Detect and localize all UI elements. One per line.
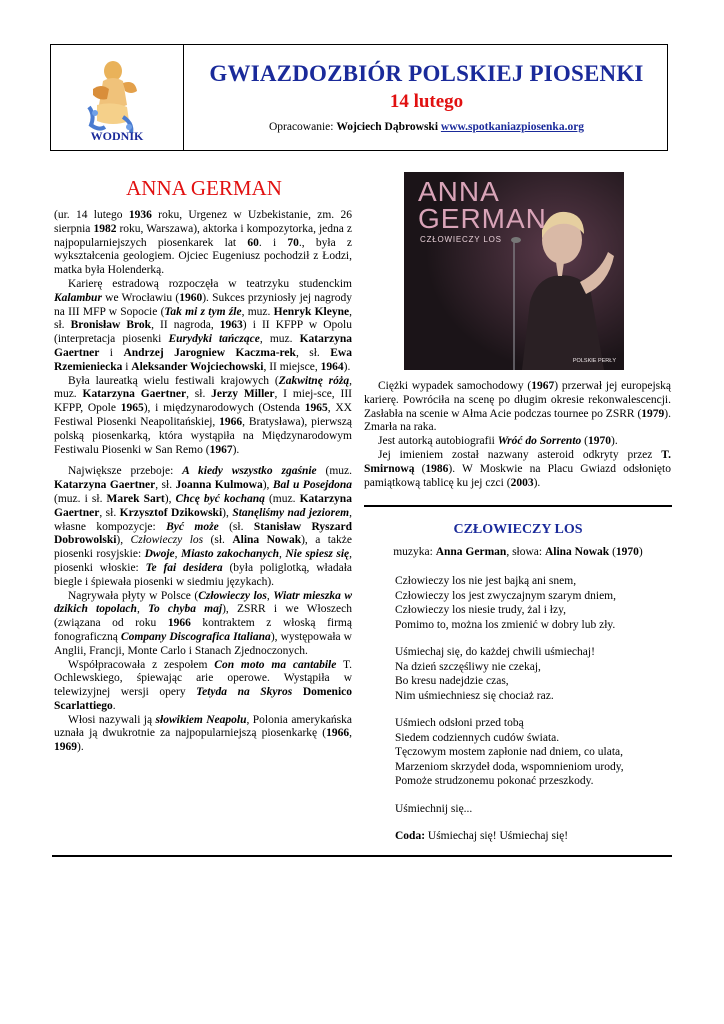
- lyrics-stanza: [395, 574, 675, 632]
- lyrics-stanza: [395, 645, 675, 703]
- lyrics-line: Człowieczy los jest zwyczajnym szarym dniem,: [395, 589, 616, 602]
- emphasis-bold-italic: Stanęliśmy nad jeziorem: [232, 506, 350, 519]
- emphasis-bold-italic: Wiatr mieszka w dzikich topolach: [54, 589, 353, 616]
- lyrics-coda: [395, 829, 675, 844]
- emphasis-bold: 1979: [641, 407, 665, 420]
- emphasis-bold: Henryk Kleyne: [273, 305, 350, 318]
- emphasis-bold: Katarzyna Gaertner: [82, 388, 187, 401]
- lyrics-line: Na dzień szczęśliwy nie czekaj,: [395, 660, 541, 673]
- emphasis-bold-italic: Chcę być kochaną: [175, 492, 265, 505]
- lyrics-label: , słowa:: [506, 546, 545, 558]
- emphasis-bold-italic: Człowieczy los: [198, 589, 267, 602]
- emphasis-italic: Człowieczy los: [130, 534, 204, 547]
- emphasis-bold: Marek Sart: [106, 492, 165, 505]
- bio-paragraph: (ur. 14 lutego 1936 roku, Urgenez w Uzbekistanie, zm. 26 sierpnia 1982 roku, Warszawa), aktorka i kompozytorka, jedna z najpopularniejszych piosenkarek lat 60. i 70., była z wykształcenia geologiem. Ojciec Eugeniusz pochodził z Łodzi, matka była Holenderką.: [54, 209, 353, 277]
- date-heading: 14 lutego: [389, 91, 464, 112]
- emphasis-bold: 1966: [326, 727, 350, 740]
- emphasis-bold: Stanisław Ryszard Dobrowolski: [54, 520, 352, 547]
- album-series-label: POLSKIE PERŁY: [572, 358, 616, 364]
- bio-paragraph: Współpracowała z zespołem Con moto ma cantabile T. Ochlewskiego, śpiewając arie operowe. Wystąpiła w telewizyjnej wersji opery Tetyda na Skyros Domenico Scarlattiego.: [54, 658, 353, 712]
- album-subtitle: CZŁOWIECZY LOS: [420, 235, 502, 244]
- song-year: 1970: [615, 546, 639, 558]
- emphasis-bold: Ewa Rzemieniecka: [54, 346, 352, 373]
- emphasis-bold-italic: Kalambur: [54, 291, 102, 304]
- emphasis-bold: 60: [247, 236, 259, 249]
- lyrics-line: Uśmiechnij się...: [395, 802, 473, 815]
- emphasis-bold-italic: Nie spiesz się: [285, 548, 350, 561]
- song-lyrics: [395, 574, 675, 857]
- lyrics-line: Pomoże strudzonemu pokonać przeszkody.: [395, 775, 594, 787]
- aquarius-zodiac-icon: [83, 55, 141, 135]
- emphasis-bold: Domenico Scarlattiego: [54, 686, 352, 712]
- emphasis-bold: 1960: [179, 291, 203, 304]
- lyrics-line: Tęczowym mostem zapłonie nad dniem, co ulata,: [395, 746, 624, 758]
- lyricist-name: Alina Nowak: [544, 546, 610, 558]
- emphasis-bold: 2003: [510, 476, 534, 489]
- emphasis-bold: 1966: [219, 415, 243, 428]
- emphasis-bold: Krzysztof Dzikowski: [119, 506, 223, 519]
- emphasis-bold-italic: Company Discografica Italiana: [120, 630, 271, 643]
- lyrics-line: Człowieczy los niesie trudy, żal i łzy,: [395, 604, 566, 616]
- emphasis-bold: 70: [287, 236, 299, 249]
- emphasis-bold: 1967: [209, 443, 233, 456]
- lyrics-line: Pomimo to, można los zmienić w dobry lub zły.: [395, 618, 616, 631]
- music-label: muzyka:: [393, 546, 436, 558]
- emphasis-bold-italic: Miasto zakochanych: [180, 548, 280, 561]
- emphasis-bold: Katarzyna Gaertner: [54, 492, 352, 519]
- zodiac-label: WODNIK: [90, 129, 144, 143]
- emphasis-bold: Joanna Kulmowa: [175, 479, 263, 492]
- artist-name-heading: ANNA GERMAN: [126, 176, 282, 200]
- section-divider: [364, 505, 672, 507]
- emphasis-bold-italic: Dwoje: [144, 548, 175, 561]
- coda-label: Coda:: [395, 830, 426, 842]
- lyrics-line: Siedem codziennych cudów świata.: [395, 731, 560, 744]
- right-paragraph: Jest autorką autobiografii Wróć do Sorrento (1970).: [378, 435, 618, 448]
- emphasis-bold-italic: A kiedy wszystko zgaśnie: [182, 465, 317, 478]
- emphasis-bold: 1965: [120, 402, 144, 415]
- song-title: CZŁOWIECZY LOS: [453, 522, 583, 537]
- emphasis-bold: Aleksander Wojciechowski: [131, 360, 264, 373]
- emphasis-bold: 1982: [93, 222, 117, 235]
- bio-paragraph: Nagrywała płyty w Polsce (Człowieczy los, Wiatr mieszka w dzikich topolach, To chyba maj), ZSRR i we Włoszech (związana od roku 1966 kontraktem z włoską firmą fonograficzną Company Discografica Italiana), występowała w Anglii, Francji, Monte Carlo i Stanach Zjednoczonych.: [54, 589, 353, 657]
- album-title-line2: GERMAN: [418, 203, 547, 234]
- emphasis-bold: 1986: [425, 462, 449, 475]
- lyrics-line: Bo kresu nadejdzie czas,: [395, 675, 509, 687]
- credit-prefix: Opracowanie:: [268, 121, 337, 133]
- header-box: [50, 44, 668, 151]
- emphasis-bold: 1969: [54, 741, 77, 754]
- bio-paragraph: Karierę estradową rozpoczęła w teatrzyku studenckim Kalambur we Wrocławiu (1960). Sukces przyniosły jej nagrody na III MFP w Sopocie (Tak mi z tym źle, muz. Henryk Kleyne, sł. Bronisław Brok, II nagroda, 1963) i II KFPP w Opolu (interpretacja piosenki Eurydyki tańczące, muz. Katarzyna Gaertner i Andrzej Jarogniew Kaczma-rek, sł. Ewa Rzemieniecka i Aleksander Wojciechowski, II miejsce, 1964).: [54, 277, 352, 373]
- emphasis-bold-italic: Te fai desidera: [145, 561, 223, 574]
- right-column-text: [364, 380, 671, 490]
- bio-paragraph: Włosi nazywali ją słowikiem Neapolu, Polonia amerykańska uznała ją dwukrotnie za najpopularniejszą piosenkarkę (1966, 1969).: [54, 713, 352, 754]
- emphasis-bold: 1965: [304, 402, 328, 415]
- emphasis-bold: 1966: [167, 617, 191, 630]
- emphasis-bold-italic: Con moto ma cantabile: [214, 658, 337, 671]
- emphasis-bold: Andrzej Jarogniew Kaczma-rek: [123, 346, 296, 359]
- credit-author: Wojciech Dąbrowski: [336, 121, 439, 133]
- lyrics-line: Człowieczy los nie jest bajką ani snem,: [395, 575, 577, 587]
- emphasis-bold-italic: Być może: [166, 520, 219, 533]
- emphasis-bold: 1936: [128, 209, 152, 221]
- bio-paragraph: Była laureatką wielu festiwali krajowych (Zakwitnę różą, muz. Katarzyna Gaertner, sł. Jerzy Miller, I miej-sce, III KFPP, Opole 1965), i międzynarodowych (Ostenda 1965, XX Festiwal Piosenki Neapolitańskiej, 1966, Bratysława), pierwszą polską piosenkarką, która wystąpiła na Międzynarodowym Festiwalu Piosenki w San Remo (1967).: [54, 374, 352, 456]
- emphasis-bold: Katarzyna Gaertner: [54, 333, 352, 359]
- lyrics-line: Marzeniom skrzydeł doda, wspomnieniom urody,: [395, 760, 624, 773]
- composer-name: Anna German: [435, 546, 507, 558]
- emphasis-bold: Jerzy Miller: [211, 388, 275, 401]
- emphasis-bold: 1970: [587, 435, 611, 448]
- emphasis-bold-italic: Eurydyki tańczące: [168, 333, 260, 346]
- biography-column: [54, 209, 352, 755]
- emphasis-bold: 1964: [320, 360, 344, 373]
- emphasis-bold: T. Smirnową: [364, 448, 671, 475]
- website-link[interactable]: www.spotkaniazpiosenka.org: [440, 121, 585, 133]
- coda-text: Uśmiechaj się! Uśmiechaj się!: [425, 830, 569, 842]
- album-title-line1: ANNA: [418, 176, 500, 207]
- emphasis-bold: Bronisław Brok: [70, 319, 152, 332]
- emphasis-bold: 1963: [219, 319, 243, 332]
- emphasis-bold: Katarzyna Gaertner: [54, 479, 156, 492]
- credit-line: [184, 121, 669, 133]
- footer-divider: [52, 855, 672, 857]
- right-paragraph: Jej imieniem został nazwany asteroid odkryty przez T. Smirnową (1986). W Moskwie na Placu Gwiazd odsłonięto pamiątkową tablicę ku jej czci (2003).: [364, 448, 671, 489]
- lyrics-line: Uśmiechaj się, do każdej chwili uśmiechaj!: [395, 646, 595, 658]
- right-paragraph: Ciężki wypadek samochodowy (1967) przerwał jej europejską karierę. Powróciła na scenę po długim okresie rekonwalescencji. Zasłabła na scenie w Ałma Acie podczas tournee po ZSRR (1979). Zmarła na raka.: [364, 380, 671, 434]
- lyrics-stanza: [395, 802, 675, 817]
- emphasis-bold-italic: Bal u Posejdona: [272, 479, 352, 492]
- lyrics-stanza: [395, 716, 675, 789]
- emphasis-bold-italic: słowikiem Neapolu: [155, 713, 247, 726]
- emphasis-bold-italic: Wróć do Sorrento: [497, 435, 582, 448]
- bio-paragraph: Największe przeboje: A kiedy wszystko zgaśnie (muz. Katarzyna Gaertner, sł. Joanna Kulmowa), Bal u Posejdona (muz. i sł. Marek Sart), Chcę być kochaną (muz. Katarzyna Gaertner, sł. Krzysztof Dzikowski), Stanęliśmy nad jeziorem, własne kompozycje: Być może (sł. Stanisław Ryszard Dobrowolski), Człowieczy los (sł. Alina Nowak), a także piosenki rosyjskie: Dwoje, Miasto zakochanych, Nie spiesz się, piosenki włoskie: Te fai desidera (była poliglotką, władała biegle i śpiewała piosenki w siedmiu językach).: [54, 465, 353, 588]
- song-credits: muzyka: Anna German, słowa: Alina Nowak (1970): [393, 546, 643, 558]
- emphasis-bold: 1967: [531, 380, 555, 392]
- lyrics-line: Nim uśmiechniesz się chociaż raz.: [395, 689, 554, 702]
- lyrics-line: Uśmiech odsłoni przed tobą: [395, 717, 524, 729]
- emphasis-bold: Alina Nowak: [232, 534, 302, 547]
- album-cover-image: [404, 172, 624, 370]
- emphasis-bold-italic: Tak mi z tym źle: [164, 305, 242, 318]
- emphasis-bold-italic: Tetyda na Skyros: [196, 686, 293, 699]
- emphasis-bold-italic: To chyba maj: [148, 603, 223, 616]
- page-title: GWIAZDOZBIÓR POLSKIEJ PIOSENKI: [209, 61, 644, 86]
- emphasis-bold-italic: Zakwitnę różą: [278, 374, 350, 387]
